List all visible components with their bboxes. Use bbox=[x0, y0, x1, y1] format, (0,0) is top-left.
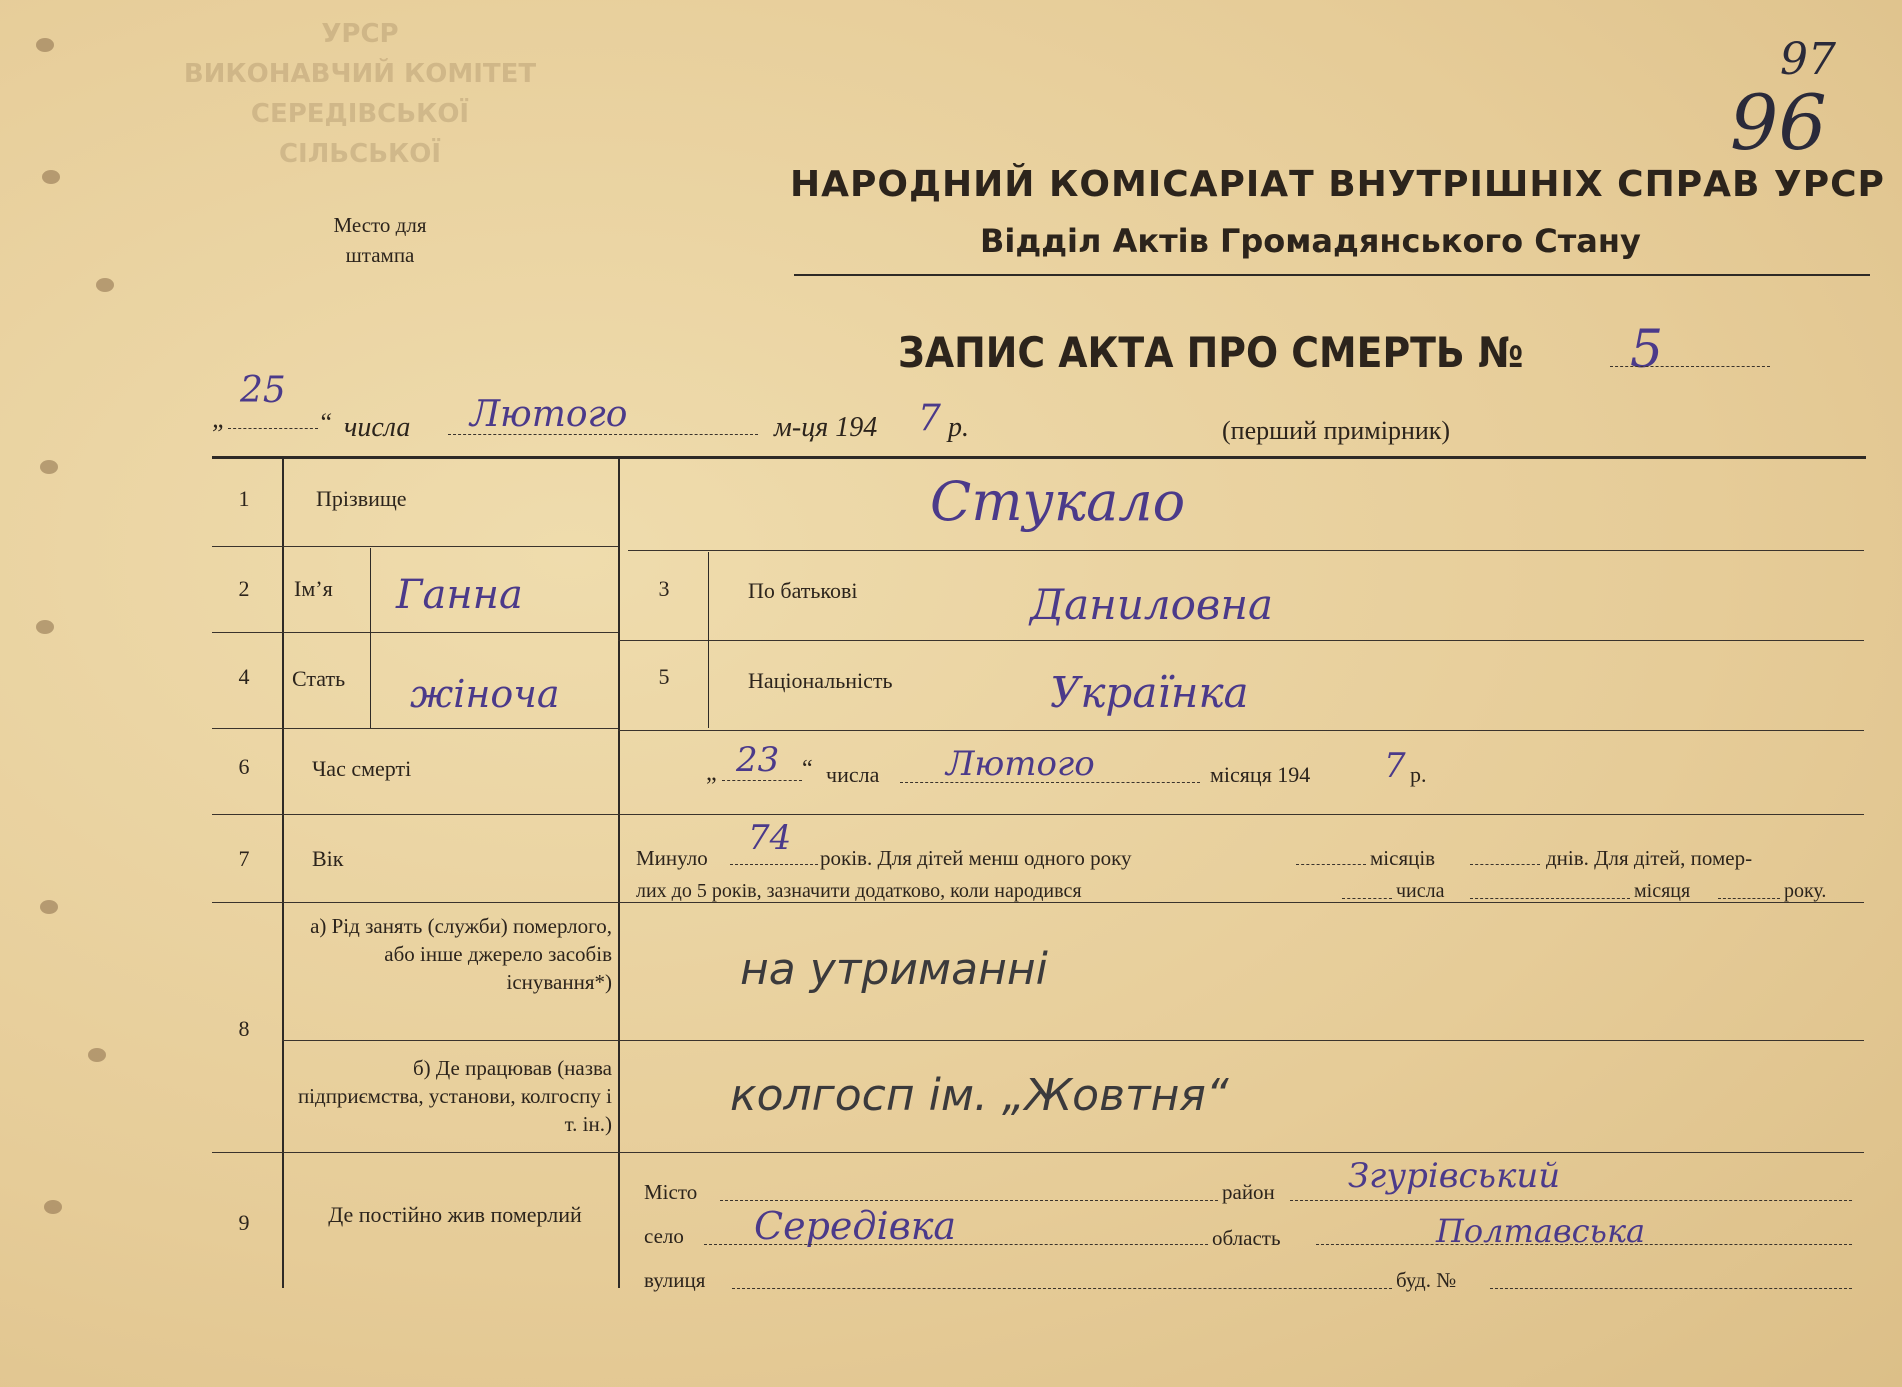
city-label: Місто bbox=[644, 1180, 698, 1204]
record-number: 5 bbox=[1630, 320, 1664, 380]
row-rule bbox=[212, 728, 618, 729]
entry-year-digit: 7 bbox=[918, 398, 941, 439]
birth-year-line bbox=[1718, 898, 1780, 899]
ghost-stamp bbox=[170, 14, 550, 174]
occupation-label: а) Рід занять (служби) померлого, або інше джерело засобів існування*) bbox=[310, 914, 612, 994]
ministry-heading: НАРОДНИЙ КОМІСАРІАТ ВНУТРІШНІХ СПРАВ УРСР bbox=[790, 164, 1885, 205]
age-text-1: років. Для дітей менш одного року bbox=[820, 846, 1132, 870]
binding-hole bbox=[40, 460, 58, 474]
death-year-label: місяця 194 bbox=[1210, 762, 1311, 787]
patronymic-value: Даниловна bbox=[1030, 580, 1274, 629]
first-name-label: Ім’я bbox=[294, 576, 333, 601]
birth-year-label: року. bbox=[1784, 880, 1827, 902]
row-number: 6 bbox=[238, 754, 250, 779]
entry-month-line bbox=[448, 434, 758, 435]
ghost-stamp-line: ВИКОНАВЧИЙ КОМІТЕТ bbox=[183, 59, 537, 89]
row-rule bbox=[628, 550, 1864, 551]
header-rule bbox=[794, 274, 1870, 276]
row-rule bbox=[618, 730, 1864, 731]
quote-open: „ bbox=[212, 404, 227, 433]
age-days-text: днів. Для дітей, помер- bbox=[1546, 846, 1753, 870]
nationality-label: Національність bbox=[748, 668, 893, 693]
row-number: 3 bbox=[658, 576, 670, 601]
village-line bbox=[704, 1244, 1208, 1245]
row-number: 1 bbox=[238, 486, 250, 511]
ghost-stamp-line: СІЛЬСЬКОЇ bbox=[278, 139, 442, 169]
age-years-line bbox=[730, 864, 818, 865]
sex-value: жіноча bbox=[410, 672, 560, 716]
binding-hole bbox=[96, 278, 114, 292]
surname-value: Стукало bbox=[930, 470, 1186, 533]
death-time-label: Час смерті bbox=[312, 756, 412, 781]
region-label: область bbox=[1212, 1226, 1281, 1250]
death-year-digit: 7 bbox=[1384, 746, 1406, 786]
row-number: 8 bbox=[238, 1016, 250, 1041]
street-line bbox=[732, 1288, 1392, 1289]
entry-year-label: м-ця 194 bbox=[774, 412, 878, 443]
city-line bbox=[720, 1200, 1218, 1201]
entry-day-line bbox=[228, 428, 318, 429]
first-name-value: Ганна bbox=[396, 572, 523, 618]
death-quote-open: „ bbox=[706, 760, 717, 786]
birth-month-line bbox=[1470, 898, 1630, 899]
row-number: 2 bbox=[238, 576, 250, 601]
table-col-rule bbox=[282, 458, 284, 1288]
district-value: Згурівський bbox=[1348, 1156, 1561, 1196]
quote-close: “ bbox=[318, 408, 333, 437]
row-rule bbox=[212, 546, 618, 547]
death-year-r: р. bbox=[1410, 762, 1427, 787]
page-number: 96 bbox=[1730, 78, 1827, 167]
row-rule bbox=[212, 814, 1864, 815]
entry-chysla-label: числа bbox=[344, 412, 411, 443]
ghost-stamp-line: СЕРЕДІВСЬКОЇ bbox=[250, 99, 470, 129]
birth-day-line bbox=[1342, 898, 1392, 899]
death-quote-close: “ bbox=[802, 756, 813, 782]
row-number: 7 bbox=[238, 846, 250, 871]
row-number: 5 bbox=[658, 664, 670, 689]
entry-year-r: р. bbox=[948, 412, 969, 443]
department-heading: Відділ Актів Громадянського Стану bbox=[980, 222, 1641, 260]
cell-rule bbox=[708, 552, 709, 728]
village-label: село bbox=[644, 1224, 684, 1248]
workplace-value: колгосп ім. „Жовтня“ bbox=[730, 1070, 1229, 1121]
row-rule bbox=[618, 640, 1864, 641]
occupation-value: на утриманні bbox=[740, 944, 1048, 995]
stamp-placeholder: Место для штампа bbox=[333, 213, 427, 267]
age-mynulo: Минуло bbox=[636, 846, 708, 870]
row-number: 9 bbox=[238, 1210, 250, 1235]
row-rule bbox=[212, 1152, 1864, 1153]
workplace-label: б) Де працював (назва підприємства, установи, колгоспу і т. ін.) bbox=[297, 1056, 612, 1136]
binding-hole bbox=[36, 38, 54, 52]
record-number-line bbox=[1610, 366, 1770, 367]
binding-hole bbox=[36, 620, 54, 634]
copy-note: (перший примірник) bbox=[1222, 416, 1451, 445]
age-text-2: лих до 5 років, зазначити додатково, коли народився bbox=[636, 880, 1082, 902]
region-line bbox=[1316, 1244, 1852, 1245]
house-label: буд. № bbox=[1396, 1268, 1457, 1292]
age-years: 74 bbox=[748, 818, 792, 858]
birth-month-label: місяця bbox=[1634, 880, 1691, 902]
street-label: вулиця bbox=[644, 1268, 706, 1292]
patronymic-label: По батькові bbox=[748, 578, 858, 603]
death-day-line bbox=[722, 780, 802, 781]
entry-month: Лютого bbox=[470, 394, 628, 435]
row-rule bbox=[212, 632, 618, 633]
death-chysla-label: числа bbox=[826, 762, 880, 787]
age-months-label: місяців bbox=[1370, 846, 1436, 870]
nationality-value: Українка bbox=[1050, 668, 1249, 717]
entry-day: 25 bbox=[240, 370, 286, 411]
surname-label: Прізвище bbox=[316, 486, 407, 511]
row-rule bbox=[282, 1040, 1864, 1041]
cell-rule bbox=[370, 548, 371, 728]
row-number: 4 bbox=[238, 664, 250, 689]
record-title: ЗАПИС АКТА ПРО СМЕРТЬ № bbox=[898, 328, 1524, 377]
region-value: Полтавська bbox=[1436, 1212, 1646, 1250]
ghost-stamp-line: УРСР bbox=[321, 19, 399, 49]
district-label: район bbox=[1222, 1180, 1275, 1204]
age-label: Вік bbox=[312, 846, 344, 871]
age-months-line bbox=[1296, 864, 1366, 865]
district-line bbox=[1290, 1200, 1852, 1201]
binding-hole bbox=[88, 1048, 106, 1062]
table-top-rule bbox=[212, 456, 1866, 459]
binding-hole bbox=[40, 900, 58, 914]
table-col-rule bbox=[618, 458, 620, 1288]
page-number-alt: 97 bbox=[1780, 34, 1836, 85]
age-days-line bbox=[1470, 864, 1540, 865]
binding-hole bbox=[44, 1200, 62, 1214]
death-month-line bbox=[900, 782, 1200, 783]
residence-label: Де постійно жив померлий bbox=[328, 1202, 582, 1227]
birth-day-label: числа bbox=[1396, 880, 1445, 902]
binding-hole bbox=[42, 170, 60, 184]
death-month: Лютого bbox=[946, 744, 1095, 784]
death-day: 23 bbox=[736, 740, 780, 780]
house-line bbox=[1490, 1288, 1852, 1289]
village-value: Середівка bbox=[754, 1204, 957, 1248]
sex-label: Стать bbox=[292, 666, 346, 691]
